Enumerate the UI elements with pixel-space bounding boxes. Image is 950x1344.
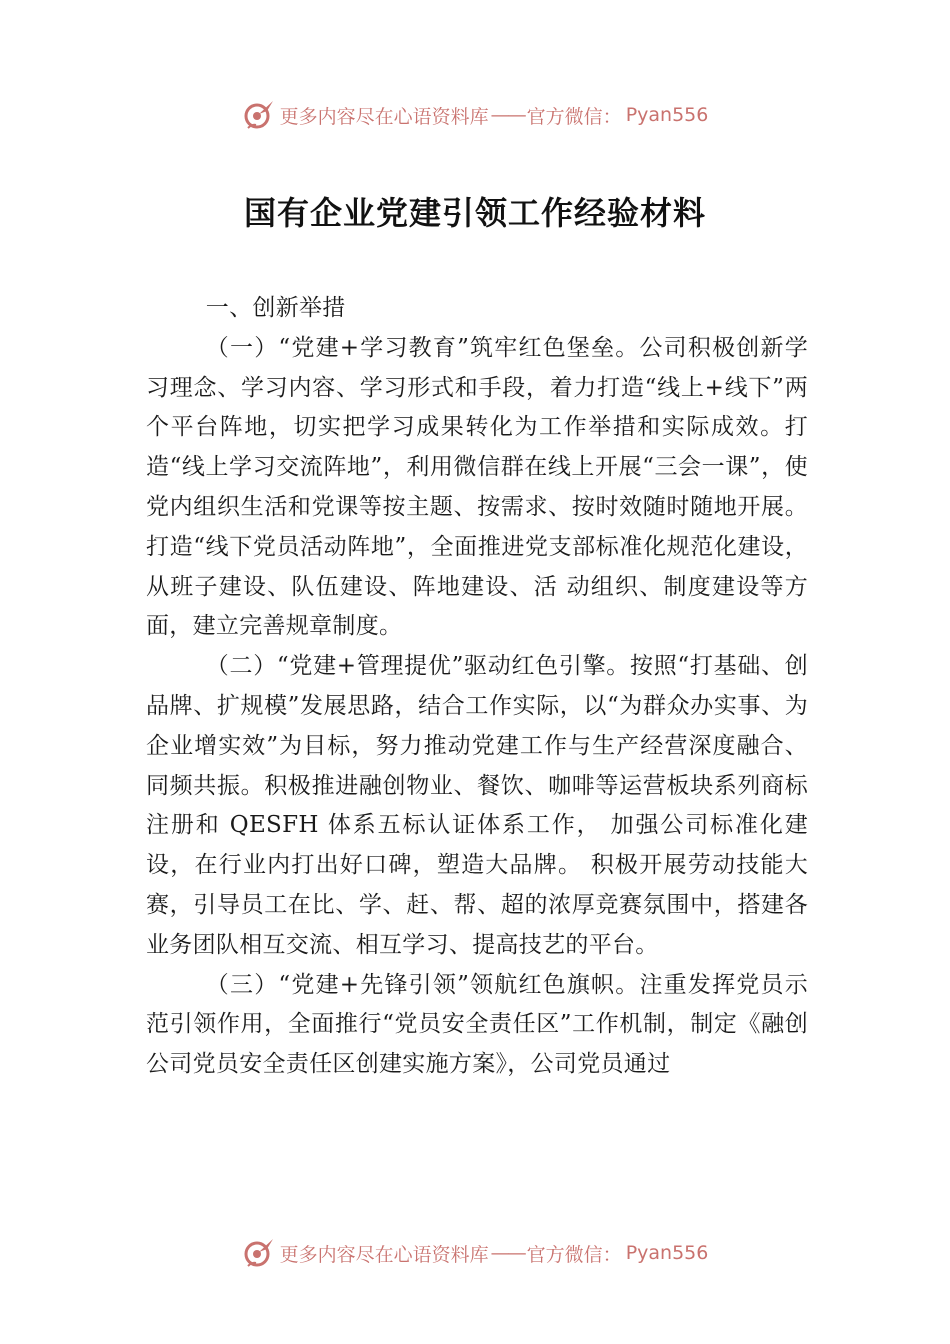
watermark-wechat-id: Pyan556 [625, 1242, 709, 1264]
quill-logo-icon [242, 98, 276, 132]
watermark-header [0, 95, 950, 135]
document-title: 国有企业党建引领工作经验材料 [243, 194, 706, 232]
quill-logo-icon [242, 1236, 276, 1270]
watermark-wechat-id: Pyan556 [625, 104, 709, 126]
paragraph: （三）“党建+先锋引领”领航红色旗帜。注重发挥党员示范引领作用，全面推行“党员安全责任区”工作机制，制定《融创公司党员安全责任区创建实施方案》，公司党员通过 [146, 971, 808, 1078]
paragraph: （二）“党建+管理提优”驱动红色引擎。按照“打基础、创品牌、扩规模”发展思路，结合工作实际，以“为群众办实事、为企业增实效”为目标，努力推动党建工作与生产经营深度融合、同频共振。积极推进融创物业、餐饮、咖啡等运营板块系列商标注册和 QESFH 体系五标认证体系工作， 加强公司标准化建设，在行业内打出好口碑，塑造大品牌。 积极开展劳动技能大赛，引导员工在比、学、赶、帮、超的浓厚竞赛氛围中，搭建各业务团队相互交流、相互学习、提高技艺的平台。 [146, 653, 808, 958]
watermark-footer [0, 1233, 950, 1273]
document-body [146, 289, 808, 1085]
watermark-text: 更多内容尽在心语资料库 [279, 1243, 489, 1266]
watermark-separator: —— [490, 104, 525, 126]
section-heading: 一、创新举措 [205, 295, 346, 321]
paragraph: （一）“党建+学习教育”筑牢红色堡垒。公司积极创新学习理念、学习内容、学习形式和手段，着力打造“线上+线下”两个平台阵地，切实把学习成果转化为工作举措和实际成效。打造“线上学习交流阵地”，利用微信群在线上开展“三会一课”，使党内组织生活和党课等按主题、按需求、按时效随时随地开展。打造“线下党员活动阵地”，全面推进党支部标准化规范化建设，从班子建设、队伍建设、阵地建设、活 动组织、制度建设等方面，建立完善规章制度。 [146, 334, 808, 640]
watermark-wechat-label: 官方微信： [526, 1243, 622, 1266]
watermark-wechat-label: 官方微信： [526, 105, 622, 128]
watermark-separator: —— [490, 1242, 525, 1264]
watermark-text: 更多内容尽在心语资料库 [279, 105, 489, 128]
